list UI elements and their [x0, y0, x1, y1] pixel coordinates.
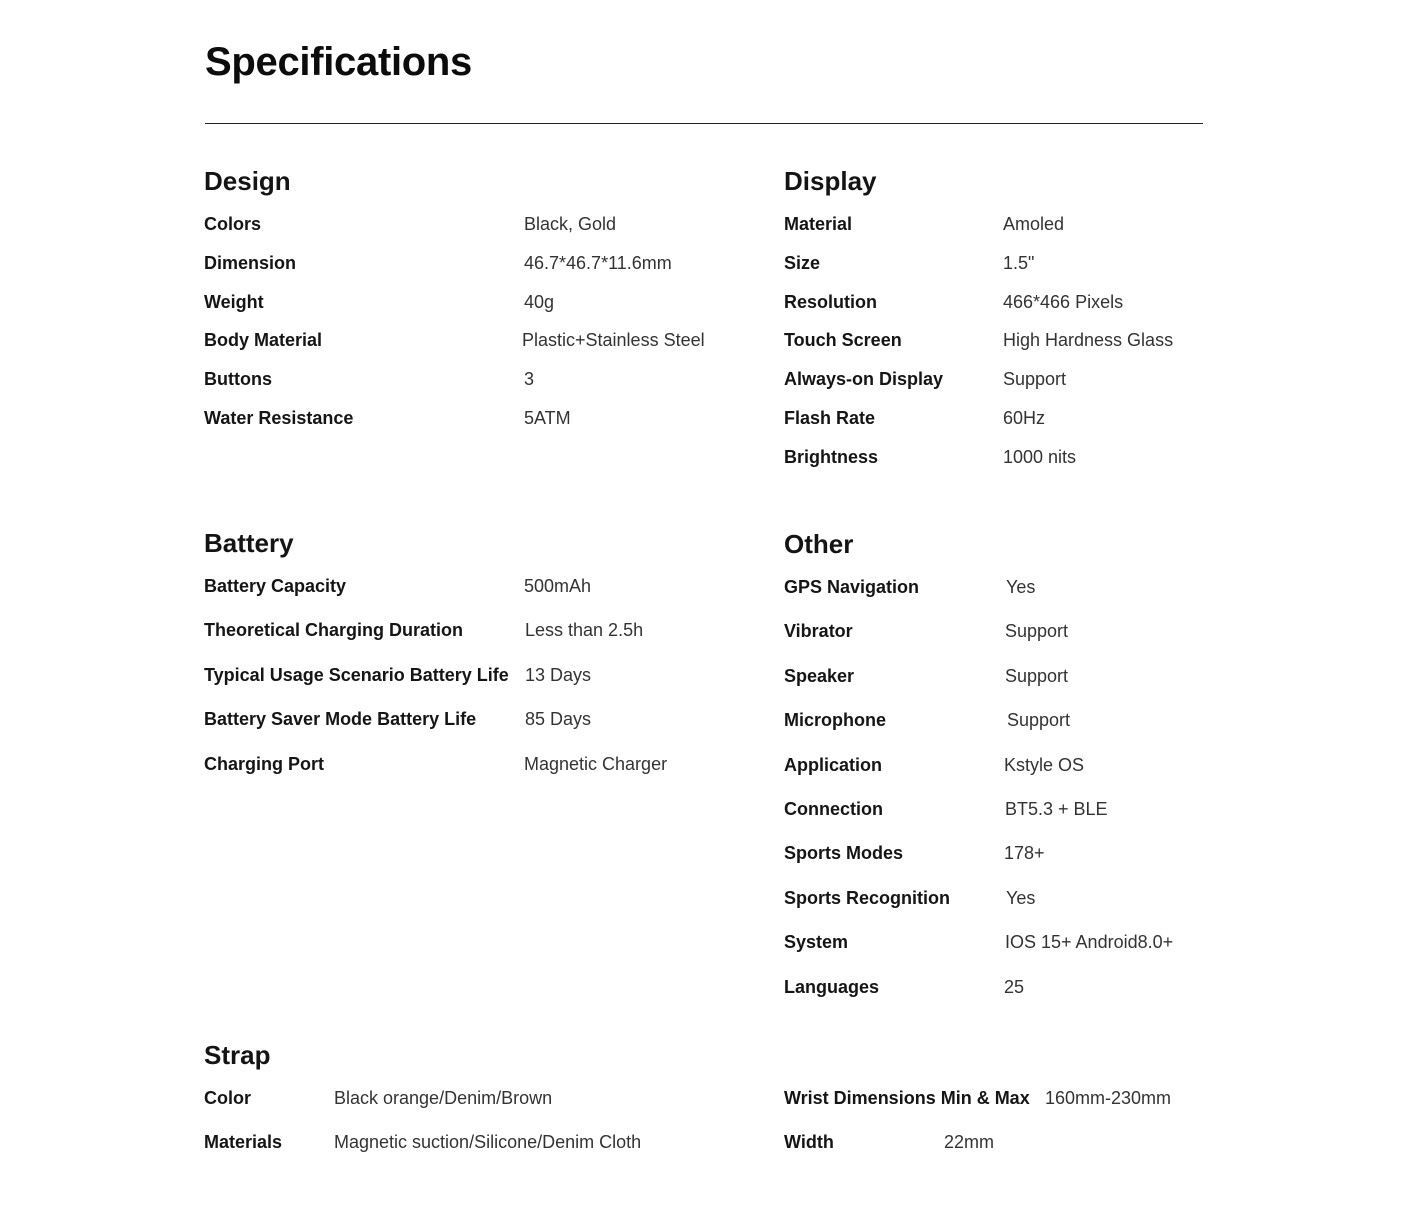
spec-value: Yes: [1006, 887, 1036, 908]
spec-value: Less than 2.5h: [525, 620, 644, 641]
spec-label: Width: [784, 1132, 834, 1152]
spec-value: Magnetic Charger: [524, 753, 668, 774]
spec-label: Typical Usage Scenario Battery Life: [204, 664, 509, 685]
spec-label: Sports Recognition: [784, 887, 950, 908]
spec-value: Yes: [1006, 577, 1036, 597]
other-heading: Other: [784, 529, 854, 559]
spec-value: Amoled: [1003, 214, 1065, 234]
spec-row: [784, 368, 1067, 407]
spec-value: 5ATM: [524, 407, 571, 428]
page-title: Specifications: [205, 40, 472, 84]
spec-label: Weight: [204, 291, 264, 312]
spec-label: Battery Saver Mode Battery Life: [204, 709, 477, 730]
spec-label: Water Resistance: [204, 407, 354, 428]
spec-row: [784, 446, 1077, 485]
spec-label: Vibrator: [784, 621, 853, 642]
spec-value: Support: [1005, 621, 1069, 642]
spec-label: Battery Capacity: [204, 576, 347, 596]
spec-label: Materials: [204, 1132, 283, 1152]
spec-value: 1.5": [1003, 252, 1035, 273]
spec-row: [784, 576, 1036, 620]
spec-row: [784, 842, 1045, 886]
spec-value: 60Hz: [1003, 407, 1046, 428]
spec-value: Magnetic suction/Silicone/Denim Cloth: [334, 1132, 642, 1152]
spec-value: 85 Days: [525, 709, 592, 730]
other-section: [784, 529, 1174, 1020]
spec-label: Speaker: [784, 665, 855, 686]
spec-value: Support: [1003, 369, 1067, 390]
spec-value: 22mm: [944, 1132, 995, 1152]
strap-section: [204, 1040, 1204, 1187]
spec-row: [204, 213, 617, 252]
spec-value: High Hardness Glass: [1003, 330, 1174, 351]
spec-label: Sports Modes: [784, 843, 904, 864]
spec-row: [204, 753, 668, 797]
spec-label: Microphone: [784, 710, 886, 731]
spec-value: 13 Days: [525, 664, 592, 685]
spec-label: Buttons: [204, 369, 272, 390]
spec-value: 3: [524, 369, 535, 390]
spec-row: [784, 931, 1174, 975]
spec-value: 25: [1004, 976, 1025, 997]
spec-row: [784, 213, 1065, 252]
spec-row: [784, 976, 1025, 1020]
spec-label: Brightness: [784, 446, 879, 467]
battery-section: [204, 528, 668, 797]
spec-value: Black, Gold: [524, 214, 617, 234]
spec-value: 160mm-230mm: [1045, 1088, 1172, 1108]
spec-label: Material: [784, 214, 853, 234]
spec-value: 178+: [1004, 843, 1045, 864]
strap-heading: Strap: [204, 1040, 271, 1070]
spec-label: Colors: [204, 214, 262, 234]
display-heading: Display: [784, 166, 877, 196]
spec-label: Dimension: [204, 252, 297, 273]
design-heading: Design: [204, 166, 291, 196]
spec-value: IOS 15+ Android8.0+: [1005, 932, 1174, 953]
spec-row: [784, 407, 1046, 446]
spec-row: [204, 291, 555, 330]
spec-value: Plastic+Stainless Steel: [522, 330, 705, 351]
spec-label: Flash Rate: [784, 407, 876, 428]
display-section: [784, 166, 1174, 485]
spec-label: Wrist Dimensions Min & Max: [784, 1088, 1030, 1108]
spec-label: Charging Port: [204, 753, 324, 774]
spec-row: [204, 368, 535, 407]
spec-row: [204, 329, 705, 368]
spec-row: [784, 329, 1174, 368]
spec-row: [784, 709, 1071, 753]
spec-value: 500mAh: [524, 576, 592, 596]
battery-heading: Battery: [204, 528, 294, 558]
spec-value: Support: [1007, 710, 1071, 731]
spec-label: Application: [784, 754, 882, 775]
spec-value: Black orange/Denim/Brown: [334, 1088, 553, 1108]
spec-row: [784, 291, 1124, 330]
spec-row: [784, 754, 1085, 798]
spec-value: BT5.3 + BLE: [1005, 798, 1108, 819]
title-divider: [205, 123, 1203, 124]
spec-label: Color: [204, 1088, 251, 1108]
spec-row: [204, 619, 644, 663]
spec-label: Always-on Display: [784, 369, 944, 390]
spec-label: Size: [784, 252, 821, 273]
design-section: [204, 166, 705, 446]
spec-label: System: [784, 932, 849, 953]
spec-label: Connection: [784, 798, 883, 819]
spec-label: Languages: [784, 976, 880, 997]
spec-value: 1000 nits: [1003, 446, 1077, 467]
spec-row: [204, 407, 571, 446]
spec-label: GPS Navigation: [784, 577, 920, 597]
spec-row: [204, 252, 672, 291]
spec-value: 466*466 Pixels: [1003, 291, 1124, 312]
spec-row: [784, 620, 1069, 664]
spec-label: Body Material: [204, 330, 323, 351]
spec-value: 46.7*46.7*11.6mm: [524, 252, 672, 273]
spec-value: Support: [1005, 665, 1069, 686]
spec-row: [204, 664, 592, 708]
spec-label: Touch Screen: [784, 330, 902, 351]
spec-label: Theoretical Charging Duration: [204, 620, 464, 641]
spec-label: Resolution: [784, 291, 877, 312]
spec-row: [784, 252, 1035, 291]
spec-row: [204, 708, 592, 752]
spec-row: [784, 665, 1069, 709]
spec-row: [204, 575, 592, 619]
spec-value: 40g: [524, 291, 555, 312]
spec-row: [784, 887, 1036, 931]
spec-value: Kstyle OS: [1004, 754, 1085, 775]
spec-row: [784, 798, 1108, 842]
